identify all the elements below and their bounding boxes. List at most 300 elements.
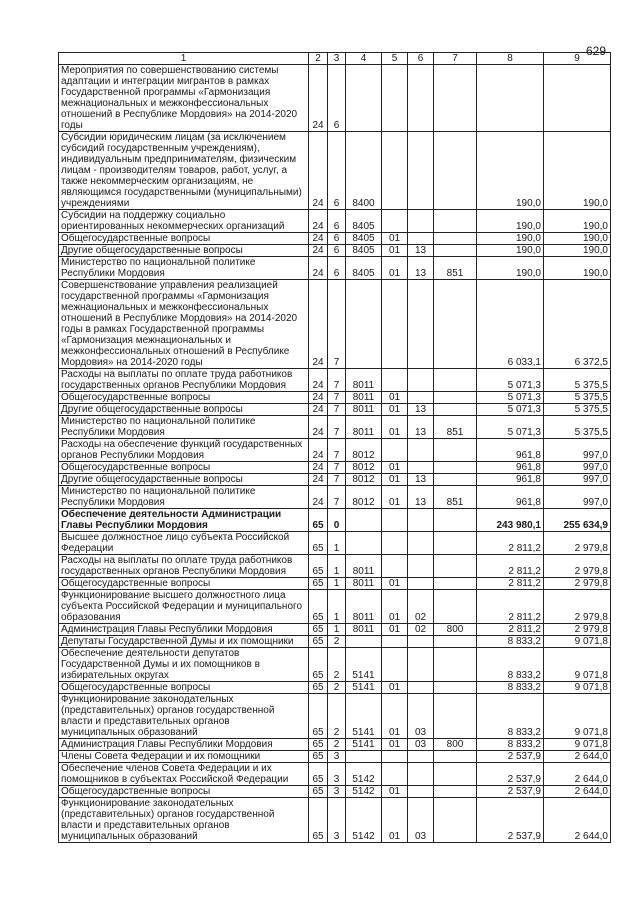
code-cell: 6 — [328, 65, 346, 132]
code-cell: 24 — [309, 462, 328, 474]
amount-cell: 190,0 — [544, 257, 611, 280]
header-cell: 6 — [408, 53, 434, 65]
code-cell — [382, 532, 408, 555]
table-row — [59, 280, 611, 369]
code-cell — [346, 280, 382, 369]
code-cell: 800 — [434, 624, 477, 636]
header-cell: 4 — [346, 53, 382, 65]
code-cell: 1 — [328, 590, 346, 624]
amount-cell: 190,0 — [477, 132, 544, 210]
code-cell: 65 — [309, 694, 328, 739]
table-row — [59, 590, 611, 624]
table-row — [59, 509, 611, 532]
amount-cell: 8 833,2 — [477, 739, 544, 751]
amount-cell: 8 833,2 — [477, 636, 544, 648]
code-cell: 2 — [328, 694, 346, 739]
code-cell: 13 — [408, 416, 434, 439]
code-cell: 2 — [328, 682, 346, 694]
code-cell: 8011 — [346, 392, 382, 404]
code-cell: 01 — [382, 486, 408, 509]
code-cell: 13 — [408, 486, 434, 509]
item-name-cell: Мероприятия по совершенствованию системы адаптации и интеграции мигрантов в рамках Государственной программы «Гармонизация межнациональных и межконфессиональных отношений в Республике Мордовия» на 2014-2020 годы — [59, 65, 309, 132]
amount-cell: 190,0 — [477, 257, 544, 280]
amount-cell — [477, 65, 544, 132]
code-cell: 01 — [382, 392, 408, 404]
header-cell: 7 — [434, 53, 477, 65]
code-cell: 7 — [328, 369, 346, 392]
code-cell: 24 — [309, 439, 328, 462]
code-cell: 8011 — [346, 404, 382, 416]
amount-cell: 2 979,8 — [544, 624, 611, 636]
code-cell — [382, 132, 408, 210]
code-cell: 24 — [309, 245, 328, 257]
amount-cell: 190,0 — [544, 245, 611, 257]
code-cell — [434, 555, 477, 578]
amount-cell: 5 071,3 — [477, 392, 544, 404]
code-cell: 3 — [328, 751, 346, 763]
amount-cell: 243 980,1 — [477, 509, 544, 532]
code-cell — [408, 509, 434, 532]
code-cell — [382, 210, 408, 233]
item-name-cell: Высшее должностное лицо субъекта Российской Федерации — [59, 532, 309, 555]
amount-cell: 6 372,5 — [544, 280, 611, 369]
table-row — [59, 682, 611, 694]
item-name-cell: Общегосударственные вопросы — [59, 392, 309, 404]
code-cell: 65 — [309, 509, 328, 532]
code-cell: 3 — [328, 798, 346, 843]
code-cell: 02 — [408, 590, 434, 624]
code-cell: 8405 — [346, 210, 382, 233]
code-cell: 01 — [382, 786, 408, 798]
code-cell: 65 — [309, 624, 328, 636]
table-row — [59, 578, 611, 590]
code-cell: 8012 — [346, 439, 382, 462]
code-cell: 24 — [309, 233, 328, 245]
code-cell: 65 — [309, 682, 328, 694]
code-cell: 01 — [382, 694, 408, 739]
code-cell — [408, 233, 434, 245]
header-cell: 9 — [544, 53, 611, 65]
amount-cell: 190,0 — [544, 132, 611, 210]
code-cell: 5141 — [346, 694, 382, 739]
code-cell: 3 — [328, 786, 346, 798]
table-row — [59, 132, 611, 210]
code-cell: 6 — [328, 210, 346, 233]
code-cell: 1 — [328, 555, 346, 578]
code-cell: 1 — [328, 624, 346, 636]
item-name-cell: Совершенствование управления реализацией государственной программы «Гармонизация межнациональных и межконфессиональных отношений в Республике Мордовия» на 2014-2020 годы в рамках Государственной программы «Гармонизация межнациональных и межконфессиональных отношений в Республике Мордовия» на 2014-2020 годы — [59, 280, 309, 369]
amount-cell: 2 644,0 — [544, 763, 611, 786]
code-cell — [434, 532, 477, 555]
amount-cell: 961,8 — [477, 439, 544, 462]
table-row — [59, 439, 611, 462]
amount-cell: 9 071,8 — [544, 694, 611, 739]
code-cell: 24 — [309, 280, 328, 369]
table-row — [59, 245, 611, 257]
table-row — [59, 763, 611, 786]
code-cell: 7 — [328, 462, 346, 474]
code-cell: 01 — [382, 416, 408, 439]
code-cell — [434, 369, 477, 392]
amount-cell: 2 537,9 — [477, 763, 544, 786]
amount-cell: 2 811,2 — [477, 578, 544, 590]
code-cell: 24 — [309, 404, 328, 416]
code-cell: 01 — [382, 590, 408, 624]
amount-cell: 2 537,9 — [477, 786, 544, 798]
amount-cell: 2 811,2 — [477, 590, 544, 624]
code-cell: 24 — [309, 210, 328, 233]
code-cell: 01 — [382, 739, 408, 751]
code-cell: 01 — [382, 404, 408, 416]
amount-cell — [544, 65, 611, 132]
amount-cell: 961,8 — [477, 474, 544, 486]
amount-cell: 5 375,5 — [544, 416, 611, 439]
code-cell — [408, 65, 434, 132]
code-cell: 03 — [408, 694, 434, 739]
amount-cell: 2 644,0 — [544, 798, 611, 843]
item-name-cell: Общегосударственные вопросы — [59, 578, 309, 590]
code-cell — [434, 590, 477, 624]
amount-cell: 2 811,2 — [477, 624, 544, 636]
code-cell — [434, 694, 477, 739]
amount-cell: 997,0 — [544, 474, 611, 486]
amount-cell: 2 979,8 — [544, 555, 611, 578]
code-cell — [408, 532, 434, 555]
amount-cell: 997,0 — [544, 439, 611, 462]
code-cell: 8012 — [346, 462, 382, 474]
code-cell: 8011 — [346, 590, 382, 624]
item-name-cell: Министерство по национальной политике Республики Мордовия — [59, 257, 309, 280]
code-cell — [408, 682, 434, 694]
item-name-cell: Общегосударственные вопросы — [59, 682, 309, 694]
amount-cell: 997,0 — [544, 462, 611, 474]
code-cell — [408, 462, 434, 474]
code-cell — [434, 763, 477, 786]
code-cell: 24 — [309, 257, 328, 280]
table-row — [59, 65, 611, 132]
code-cell: 65 — [309, 739, 328, 751]
code-cell — [434, 439, 477, 462]
code-cell: 8011 — [346, 578, 382, 590]
code-cell — [346, 532, 382, 555]
code-cell: 01 — [382, 798, 408, 843]
header-row — [59, 53, 611, 65]
code-cell — [408, 636, 434, 648]
amount-cell: 6 033,1 — [477, 280, 544, 369]
code-cell: 65 — [309, 798, 328, 843]
code-cell — [382, 751, 408, 763]
code-cell — [382, 555, 408, 578]
amount-cell: 2 537,9 — [477, 798, 544, 843]
code-cell: 65 — [309, 532, 328, 555]
amount-cell: 190,0 — [477, 233, 544, 245]
amount-cell: 2 644,0 — [544, 751, 611, 763]
code-cell: 1 — [328, 532, 346, 555]
code-cell: 851 — [434, 416, 477, 439]
table-row — [59, 624, 611, 636]
item-name-cell: Общегосударственные вопросы — [59, 233, 309, 245]
item-name-cell: Министерство по национальной политике Республики Мордовия — [59, 416, 309, 439]
code-cell — [434, 280, 477, 369]
item-name-cell: Члены Совета Федерации и их помощники — [59, 751, 309, 763]
table-row — [59, 257, 611, 280]
code-cell — [408, 786, 434, 798]
code-cell — [434, 404, 477, 416]
code-cell: 6 — [328, 257, 346, 280]
code-cell — [346, 509, 382, 532]
item-name-cell: Администрация Главы Республики Мордовия — [59, 739, 309, 751]
code-cell: 851 — [434, 486, 477, 509]
code-cell: 13 — [408, 257, 434, 280]
code-cell: 8011 — [346, 416, 382, 439]
item-name-cell: Субсидии на поддержку социально ориентированных некоммерческих организаций — [59, 210, 309, 233]
code-cell — [382, 763, 408, 786]
code-cell: 2 — [328, 648, 346, 682]
code-cell — [346, 636, 382, 648]
table-row — [59, 486, 611, 509]
code-cell: 7 — [328, 416, 346, 439]
code-cell — [408, 132, 434, 210]
code-cell — [434, 462, 477, 474]
item-name-cell: Расходы на выплаты по оплате труда работников государственных органов Республики Мордовия — [59, 369, 309, 392]
code-cell: 7 — [328, 474, 346, 486]
code-cell: 6 — [328, 233, 346, 245]
item-name-cell: Функционирование законодательных (представительных) органов государственной власти и представительных органов муниципальных образований — [59, 798, 309, 843]
table-row — [59, 798, 611, 843]
table-row — [59, 369, 611, 392]
code-cell: 8011 — [346, 369, 382, 392]
item-name-cell: Другие общегосударственные вопросы — [59, 474, 309, 486]
code-cell: 3 — [328, 763, 346, 786]
table-row — [59, 474, 611, 486]
code-cell: 8011 — [346, 555, 382, 578]
code-cell: 13 — [408, 404, 434, 416]
code-cell: 8400 — [346, 132, 382, 210]
code-cell: 8011 — [346, 624, 382, 636]
code-cell: 65 — [309, 590, 328, 624]
amount-cell: 2 979,8 — [544, 590, 611, 624]
code-cell — [434, 233, 477, 245]
code-cell: 800 — [434, 739, 477, 751]
table-row — [59, 751, 611, 763]
code-cell: 03 — [408, 798, 434, 843]
code-cell: 5141 — [346, 648, 382, 682]
code-cell: 7 — [328, 439, 346, 462]
code-cell — [434, 245, 477, 257]
amount-cell: 8 833,2 — [477, 648, 544, 682]
code-cell: 5141 — [346, 682, 382, 694]
table-row — [59, 555, 611, 578]
amount-cell: 190,0 — [477, 210, 544, 233]
code-cell: 01 — [382, 624, 408, 636]
code-cell: 65 — [309, 648, 328, 682]
code-cell — [408, 210, 434, 233]
header-cell: 8 — [477, 53, 544, 65]
code-cell: 8012 — [346, 486, 382, 509]
code-cell: 01 — [382, 578, 408, 590]
code-cell — [408, 578, 434, 590]
item-name-cell: Другие общегосударственные вопросы — [59, 245, 309, 257]
code-cell: 65 — [309, 555, 328, 578]
table-row — [59, 648, 611, 682]
code-cell — [434, 648, 477, 682]
code-cell: 6 — [328, 132, 346, 210]
code-cell — [434, 509, 477, 532]
code-cell — [408, 392, 434, 404]
table-row — [59, 462, 611, 474]
code-cell: 24 — [309, 474, 328, 486]
code-cell — [382, 65, 408, 132]
amount-cell: 961,8 — [477, 462, 544, 474]
code-cell: 7 — [328, 280, 346, 369]
code-cell: 65 — [309, 751, 328, 763]
code-cell — [434, 65, 477, 132]
amount-cell: 5 375,5 — [544, 392, 611, 404]
code-cell: 01 — [382, 245, 408, 257]
amount-cell: 5 071,3 — [477, 369, 544, 392]
code-cell — [408, 280, 434, 369]
code-cell: 7 — [328, 392, 346, 404]
code-cell: 13 — [408, 474, 434, 486]
code-cell: 6 — [328, 245, 346, 257]
item-name-cell: Расходы на выплаты по оплате труда работников государственных органов Республики Мордовия — [59, 555, 309, 578]
code-cell: 24 — [309, 416, 328, 439]
amount-cell: 2 644,0 — [544, 786, 611, 798]
item-name-cell: Функционирование законодательных (представительных) органов государственной власти и представительных органов муниципальных образований — [59, 694, 309, 739]
table-row — [59, 404, 611, 416]
code-cell — [408, 648, 434, 682]
code-cell — [382, 648, 408, 682]
code-cell — [408, 751, 434, 763]
amount-cell: 9 071,8 — [544, 682, 611, 694]
amount-cell: 2 979,8 — [544, 578, 611, 590]
code-cell — [434, 474, 477, 486]
table-row — [59, 636, 611, 648]
code-cell: 851 — [434, 257, 477, 280]
code-cell — [408, 763, 434, 786]
header-cell: 1 — [59, 53, 309, 65]
code-cell: 01 — [382, 682, 408, 694]
amount-cell: 5 375,5 — [544, 404, 611, 416]
code-cell: 01 — [382, 233, 408, 245]
code-cell: 8405 — [346, 245, 382, 257]
code-cell: 65 — [309, 636, 328, 648]
amount-cell: 2 979,8 — [544, 532, 611, 555]
amount-cell: 8 833,2 — [477, 694, 544, 739]
header-cell: 2 — [309, 53, 328, 65]
amount-cell: 9 071,8 — [544, 636, 611, 648]
code-cell — [434, 798, 477, 843]
amount-cell: 5 071,3 — [477, 416, 544, 439]
code-cell: 7 — [328, 404, 346, 416]
code-cell: 8405 — [346, 233, 382, 245]
code-cell: 24 — [309, 392, 328, 404]
code-cell: 1 — [328, 578, 346, 590]
code-cell — [382, 439, 408, 462]
item-name-cell: Общегосударственные вопросы — [59, 786, 309, 798]
amount-cell: 9 071,8 — [544, 739, 611, 751]
amount-cell: 2 811,2 — [477, 555, 544, 578]
table-row — [59, 739, 611, 751]
code-cell: 24 — [309, 486, 328, 509]
code-cell: 0 — [328, 509, 346, 532]
amount-cell: 5 375,5 — [544, 369, 611, 392]
code-cell — [434, 392, 477, 404]
item-name-cell: Обеспечение деятельности Администрации Главы Республики Мордовия — [59, 509, 309, 532]
item-name-cell: Расходы на обеспечение функций государственных органов Республики Мордовия — [59, 439, 309, 462]
code-cell — [408, 439, 434, 462]
item-name-cell: Обеспечение деятельности депутатов Государственной Думы и их помощников в избирательных округах — [59, 648, 309, 682]
code-cell — [382, 369, 408, 392]
code-cell — [434, 682, 477, 694]
amount-cell: 9 071,8 — [544, 648, 611, 682]
code-cell: 2 — [328, 739, 346, 751]
code-cell — [382, 636, 408, 648]
code-cell — [346, 65, 382, 132]
amount-cell: 5 071,3 — [477, 404, 544, 416]
amount-cell: 961,8 — [477, 486, 544, 509]
item-name-cell: Депутаты Государственной Думы и их помощники — [59, 636, 309, 648]
code-cell: 65 — [309, 578, 328, 590]
code-cell: 7 — [328, 486, 346, 509]
budget-table — [58, 52, 611, 843]
code-cell — [382, 509, 408, 532]
code-cell: 65 — [309, 763, 328, 786]
amount-cell: 190,0 — [477, 245, 544, 257]
amount-cell: 255 634,9 — [544, 509, 611, 532]
item-name-cell: Функционирование высшего должностного лица субъекта Российской Федерации и муниципального образования — [59, 590, 309, 624]
table-row — [59, 416, 611, 439]
code-cell — [434, 132, 477, 210]
table-row — [59, 392, 611, 404]
table-row — [59, 532, 611, 555]
code-cell: 24 — [309, 132, 328, 210]
code-cell: 02 — [408, 624, 434, 636]
amount-cell: 190,0 — [544, 233, 611, 245]
code-cell: 5141 — [346, 739, 382, 751]
code-cell: 8012 — [346, 474, 382, 486]
code-cell — [346, 751, 382, 763]
item-name-cell: Субсидии юридическим лицам (за исключением субсидий государственным учреждениям), индивидуальным предпринимателям, физическим лицам - производителям товаров, работ, услуг, а также некоммерческим организациям, не являющимся государственными (муниципальными) учреждениями — [59, 132, 309, 210]
code-cell: 8405 — [346, 257, 382, 280]
code-cell: 2 — [328, 636, 346, 648]
table-row — [59, 233, 611, 245]
code-cell — [434, 786, 477, 798]
code-cell — [434, 578, 477, 590]
amount-cell: 8 833,2 — [477, 682, 544, 694]
code-cell: 5142 — [346, 763, 382, 786]
code-cell — [408, 555, 434, 578]
code-cell — [434, 210, 477, 233]
code-cell: 01 — [382, 462, 408, 474]
code-cell — [382, 280, 408, 369]
item-name-cell: Обеспечение членов Совета Федерации и их помощников в субъектах Российской Федерации — [59, 763, 309, 786]
code-cell: 5142 — [346, 786, 382, 798]
item-name-cell: Другие общегосударственные вопросы — [59, 404, 309, 416]
table-row — [59, 786, 611, 798]
header-cell: 5 — [382, 53, 408, 65]
table-row — [59, 694, 611, 739]
code-cell: 65 — [309, 786, 328, 798]
code-cell — [434, 636, 477, 648]
code-cell — [434, 751, 477, 763]
code-cell: 01 — [382, 474, 408, 486]
item-name-cell: Общегосударственные вопросы — [59, 462, 309, 474]
code-cell: 24 — [309, 65, 328, 132]
page-number: 629 — [586, 44, 607, 58]
code-cell: 03 — [408, 739, 434, 751]
code-cell: 5142 — [346, 798, 382, 843]
